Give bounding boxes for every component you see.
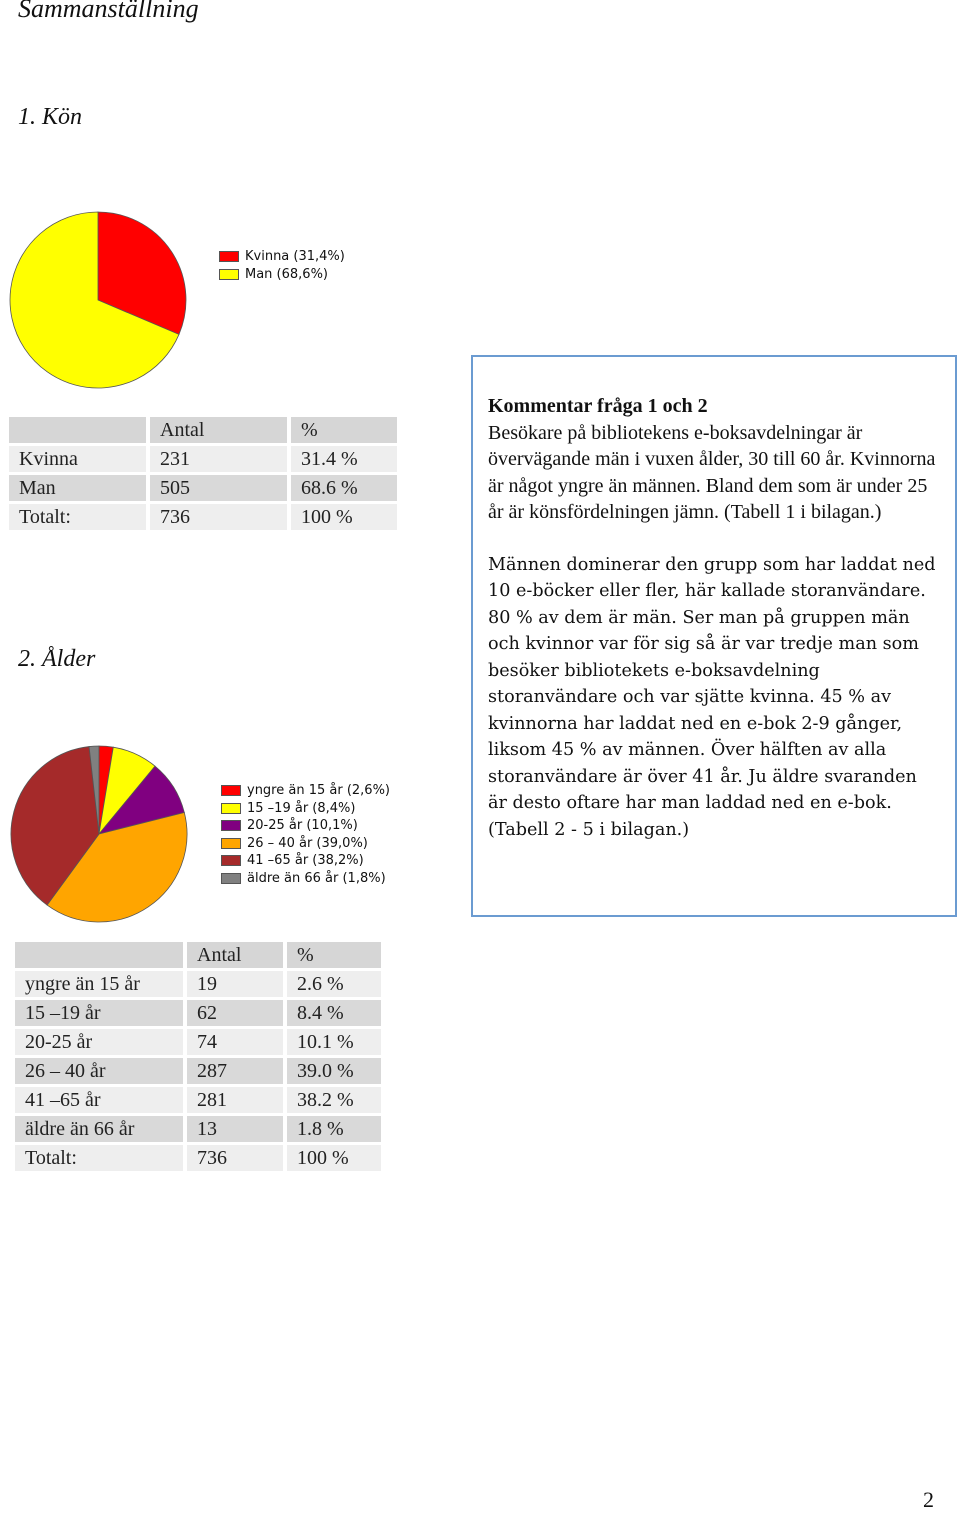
table-row — [15, 1000, 381, 1026]
age-table — [11, 939, 385, 1174]
table-cell: Totalt: — [15, 1145, 183, 1171]
table-cell: 26 – 40 år — [15, 1058, 183, 1084]
legend-item — [221, 852, 390, 870]
legend-item — [221, 782, 390, 800]
legend-label: Kvinna (31,4%) — [245, 249, 345, 265]
table-header-cell: Antal — [187, 942, 283, 968]
table-cell: 281 — [187, 1087, 283, 1113]
table-cell: 39.0 % — [287, 1058, 381, 1084]
page-title: Sammanställning — [18, 0, 199, 23]
comment-paragraph-1: Besökare på bibliotekens e-boksavdelningar är övervägande män i vuxen ålder, 30 till 60 år. Kvinnorna är något yngre än männen. Bland dem som är under 25 år är könsfördelningen jämn. (Tabell 1 i bilagan.) — [488, 421, 936, 523]
table-cell: Kvinna — [9, 446, 146, 472]
table-cell: 62 — [187, 1000, 283, 1026]
legend-swatch — [221, 838, 241, 849]
table-cell: 505 — [150, 475, 287, 501]
comment-block — [488, 393, 941, 526]
table-row — [15, 971, 381, 997]
table-cell: 100 % — [291, 504, 397, 530]
legend-swatch — [219, 251, 239, 262]
table-cell: 20-25 år — [15, 1029, 183, 1055]
gender-pie-chart — [10, 212, 186, 388]
table-header-row — [15, 942, 381, 968]
legend-label: yngre än 15 år (2,6%) — [247, 783, 390, 799]
comment-title: Kommentar fråga 1 och 2 — [488, 395, 708, 417]
legend-label: äldre än 66 år (1,8%) — [247, 870, 386, 886]
table-row — [9, 446, 397, 472]
legend-item — [221, 800, 390, 818]
legend-label: 41 –65 år (38,2%) — [247, 853, 364, 869]
legend-swatch — [221, 855, 241, 866]
comment-paragraph-2: Männen dominerar den grupp som har laddat ned 10 e-böcker eller fler, här kallade storanvändare. 80 % av dem är män. Ser man på gruppen män och kvinnor var för sig så är var tredje man som besöker bibliotekets e-boksavdelning storanvändare och var sjätte kvinna. 45 % av kvinnorna har laddat ned en e-bok 2-9 gånger, liksom 45 % av männen. Över hälften av alla storanvändare är över 41 år. Ju äldre svaranden är desto oftare har man laddad ned en e-bok. (Tabell 2 - 5 i bilagan.) — [488, 554, 936, 840]
gender-table — [5, 414, 401, 533]
table-cell: 287 — [187, 1058, 283, 1084]
table-row — [9, 475, 397, 501]
table-cell: 74 — [187, 1029, 283, 1055]
age-pie-chart — [11, 746, 187, 922]
gender-legend — [219, 248, 345, 283]
table-cell: 100 % — [287, 1145, 381, 1171]
section-heading-alder: 2. Ålder — [18, 646, 96, 672]
table-cell: äldre än 66 år — [15, 1116, 183, 1142]
legend-item — [219, 266, 345, 284]
table-row — [15, 1087, 381, 1113]
table-cell: 13 — [187, 1116, 283, 1142]
legend-item — [219, 248, 345, 266]
table-cell: yngre än 15 år — [15, 971, 183, 997]
legend-label: 15 –19 år (8,4%) — [247, 800, 356, 816]
table-cell: 231 — [150, 446, 287, 472]
table-header-cell: Antal — [150, 417, 287, 443]
legend-swatch — [221, 820, 241, 831]
legend-label: Man (68,6%) — [245, 266, 328, 282]
page-number: 2 — [923, 1487, 934, 1512]
section-heading-kon: 1. Kön — [18, 104, 83, 130]
table-row — [9, 504, 397, 530]
table-cell: 41 –65 år — [15, 1087, 183, 1113]
legend-swatch — [221, 785, 241, 796]
table-cell: 19 — [187, 971, 283, 997]
table-cell: Totalt: — [9, 504, 146, 530]
table-cell: Man — [9, 475, 146, 501]
legend-label: 20-25 år (10,1%) — [247, 818, 358, 834]
table-cell: 736 — [187, 1145, 283, 1171]
table-cell: 15 –19 år — [15, 1000, 183, 1026]
table-cell: 8.4 % — [287, 1000, 381, 1026]
table-row — [15, 1116, 381, 1142]
legend-swatch — [221, 873, 241, 884]
legend-item — [221, 870, 390, 888]
table-header-cell — [9, 417, 146, 443]
table-header-cell: % — [287, 942, 381, 968]
age-legend — [221, 782, 390, 887]
table-header-cell — [15, 942, 183, 968]
table-cell: 736 — [150, 504, 287, 530]
table-header-cell: % — [291, 417, 397, 443]
legend-item — [221, 817, 390, 835]
legend-label: 26 – 40 år (39,0%) — [247, 835, 368, 851]
table-row — [15, 1145, 381, 1171]
table-cell: 38.2 % — [287, 1087, 381, 1113]
table-row — [15, 1029, 381, 1055]
table-header-row — [9, 417, 397, 443]
table-cell: 2.6 % — [287, 971, 381, 997]
legend-item — [221, 835, 390, 853]
table-cell: 1.8 % — [287, 1116, 381, 1142]
table-cell: 31.4 % — [291, 446, 397, 472]
legend-swatch — [221, 803, 241, 814]
table-cell: 68.6 % — [291, 475, 397, 501]
comment-box — [471, 355, 957, 917]
table-cell: 10.1 % — [287, 1029, 381, 1055]
table-row — [15, 1058, 381, 1084]
legend-swatch — [219, 269, 239, 280]
